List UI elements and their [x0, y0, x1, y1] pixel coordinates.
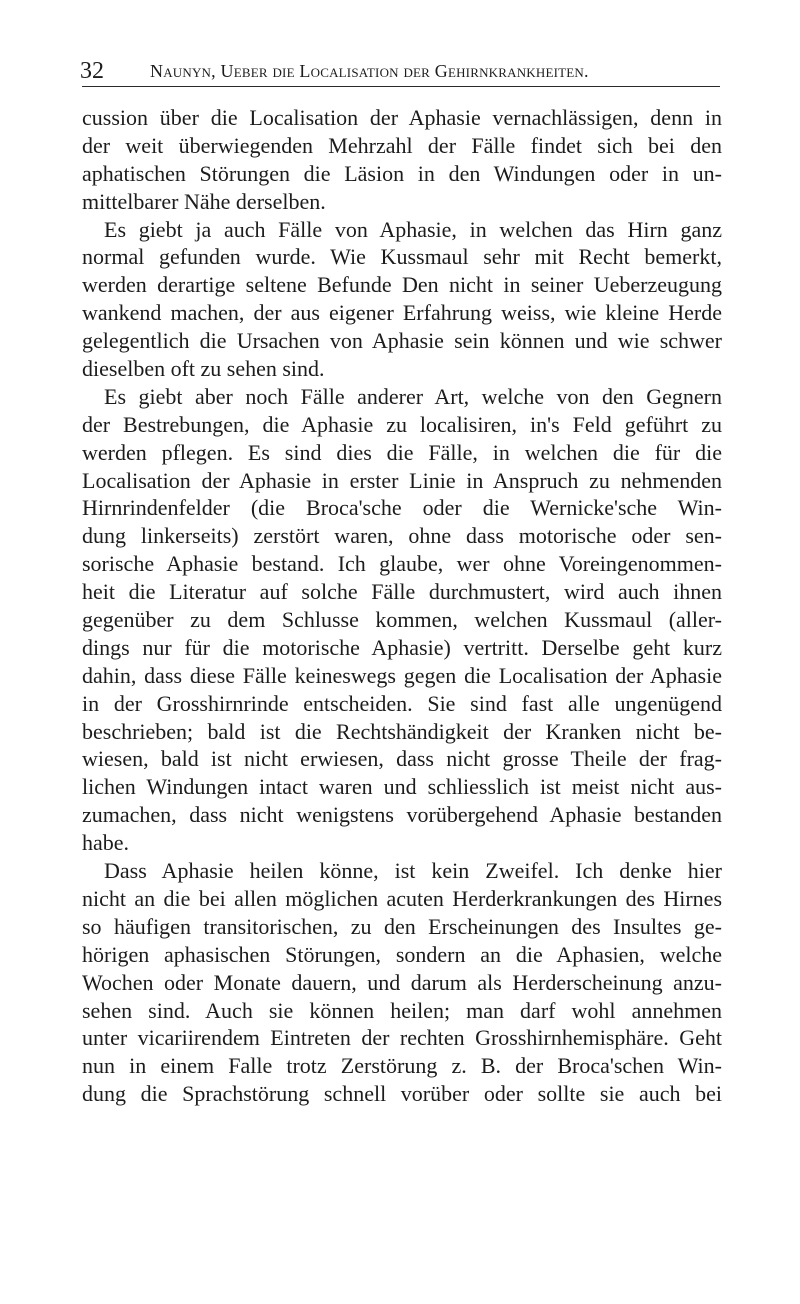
text-line: sehen sind. Auch sie können heilen; man darf wohl annehmen: [82, 997, 722, 1023]
text-line: habe.: [82, 830, 130, 856]
text-line: werden pflegen. Es sind dies die Fälle, in welchen die für die: [82, 439, 722, 465]
text-line: nicht an die bei allen möglichen acuten Herderkrankungen des Hirnes: [82, 885, 722, 911]
text-line: Es giebt ja auch Fälle von Aphasie, in welchen das Hirn ganz: [104, 216, 722, 242]
text-line: beschrieben; bald ist die Rechtshändigkeit der Kranken nicht be-: [82, 718, 722, 744]
text-line: dung linkerseits) zerstört waren, ohne dass motorische oder sen-: [82, 523, 722, 549]
text-line: sorische Aphasie bestand. Ich glaube, wer ohne Voreingenommen-: [82, 551, 722, 577]
text-line: mittelbarer Nähe derselben.: [82, 188, 326, 214]
text-line: dung die Sprachstörung schnell vorüber oder sollte sie auch bei: [82, 1081, 722, 1107]
text-line: gelegentlich die Ursachen von Aphasie sein können und wie schwer: [82, 328, 722, 354]
page-header: [80, 56, 730, 86]
text-line: Dass Aphasie heilen könne, ist kein Zweifel. Ich denke hier: [104, 858, 722, 884]
text-line: Wochen oder Monate dauern, und darum als Herderscheinung anzu-: [82, 969, 722, 995]
text-line: Hirnrindenfelder (die Broca'sche oder die Wernicke'sche Win-: [82, 495, 722, 521]
text-line: lichen Windungen intact waren und schliesslich ist meist nicht aus-: [82, 774, 722, 800]
text-line: der weit überwiegenden Mehrzahl der Fälle findet sich bei den: [82, 132, 722, 158]
text-line: so häufigen transitorischen, zu den Erscheinungen des Insultes ge-: [82, 913, 722, 939]
text-line: wankend machen, der aus eigener Erfahrung weiss, wie kleine Herde: [82, 300, 722, 326]
text-line: heit die Literatur auf solche Fälle durchmustert, wird auch ihnen: [82, 579, 722, 605]
text-line: nun in einem Falle trotz Zerstörung z. B. der Broca'schen Win-: [82, 1053, 722, 1079]
text-line: hörigen aphasischen Störungen, sondern an die Aphasien, welche: [82, 941, 722, 967]
text-line: unter vicariirendem Eintreten der rechten Grosshirnhemisphäre. Geht: [82, 1025, 722, 1051]
text-line: in der Grosshirnrinde entscheiden. Sie sind fast alle ungenügend: [82, 690, 722, 716]
running-title: Naunyn, Ueber die Localisation der Gehirnkrankheiten.: [150, 61, 589, 81]
text-line: wiesen, bald ist nicht erwiesen, dass nicht grosse Theile der frag-: [82, 746, 722, 772]
text-line: dings nur für die motorische Aphasie) vertritt. Derselbe geht kurz: [82, 634, 722, 660]
text-line: aphatischen Störungen die Läsion in den Windungen oder in un-: [82, 160, 722, 186]
text-line: Es giebt aber noch Fälle anderer Art, welche von den Gegnern: [104, 383, 722, 409]
text-line: normal gefunden wurde. Wie Kussmaul sehr mit Recht bemerkt,: [82, 244, 722, 270]
text-line: dahin, dass diese Fälle keineswegs gegen die Localisation der Aphasie: [82, 662, 722, 688]
text-line: zumachen, dass nicht wenigstens vorübergehend Aphasie bestanden: [82, 802, 722, 828]
text-line: Localisation der Aphasie in erster Linie in Anspruch zu nehmenden: [82, 467, 722, 493]
text-line: werden derartige seltene Befunde Den nicht in seiner Ueberzeugung: [82, 272, 722, 298]
text-line: der Bestrebungen, die Aphasie zu localisiren, in's Feld geführt zu: [82, 411, 722, 437]
page-number: 32: [80, 58, 104, 84]
header-rule: [82, 86, 720, 87]
text-line: dieselben oft zu sehen sind.: [82, 356, 325, 382]
body-text: [82, 104, 722, 1108]
text-line: cussion über die Localisation der Aphasie vernachlässigen, denn in: [82, 105, 722, 130]
text-line: gegenüber zu dem Schlusse kommen, welchen Kussmaul (aller-: [82, 607, 722, 633]
